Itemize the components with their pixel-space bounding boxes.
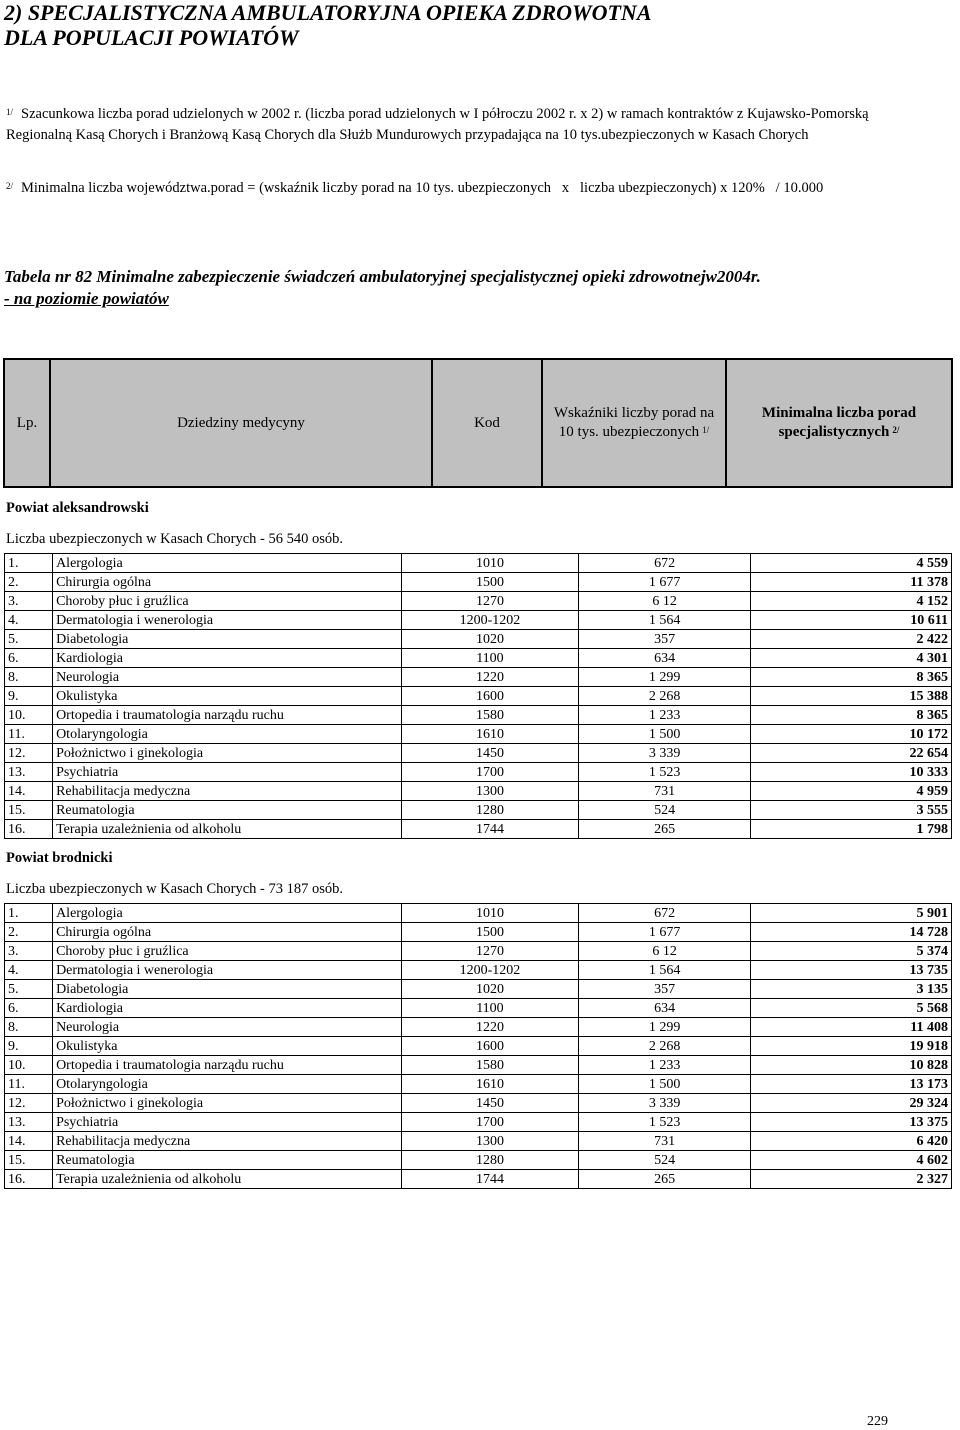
row-wskaznik: 672	[579, 554, 751, 573]
table-row	[5, 611, 952, 630]
row-name: Diabetologia	[53, 630, 402, 649]
row-minimalna: 2 327	[751, 1170, 952, 1189]
row-lp: 13.	[5, 763, 53, 782]
row-lp: 9.	[5, 687, 53, 706]
row-name: Chirurgia ogólna	[53, 923, 402, 942]
table-row	[5, 801, 952, 820]
table-row	[5, 942, 952, 961]
row-minimalna: 29 324	[751, 1094, 952, 1113]
row-kod: 1700	[401, 1113, 579, 1132]
table-row	[5, 668, 952, 687]
row-name: Dermatologia i wenerologia	[53, 961, 402, 980]
row-kod: 1200-1202	[401, 611, 579, 630]
row-wskaznik: 1 299	[579, 1018, 751, 1037]
row-kod: 1220	[401, 668, 579, 687]
row-minimalna: 5 374	[751, 942, 952, 961]
row-minimalna: 22 654	[751, 744, 952, 763]
table-row	[5, 782, 952, 801]
row-wskaznik: 1 677	[579, 923, 751, 942]
table-row	[5, 592, 952, 611]
row-minimalna: 2 422	[751, 630, 952, 649]
row-minimalna: 4 152	[751, 592, 952, 611]
row-minimalna: 4 559	[751, 554, 952, 573]
row-wskaznik: 1 677	[579, 573, 751, 592]
row-lp: 15.	[5, 801, 53, 820]
row-kod: 1610	[401, 725, 579, 744]
row-wskaznik: 1 523	[579, 763, 751, 782]
row-minimalna: 14 728	[751, 923, 952, 942]
row-kod: 1580	[401, 1056, 579, 1075]
row-kod: 1220	[401, 1018, 579, 1037]
row-wskaznik: 3 339	[579, 744, 751, 763]
row-wskaznik: 6 12	[579, 592, 751, 611]
section-title-line2: DLA POPULACJI POWIATÓW	[4, 25, 299, 50]
table-row	[5, 554, 952, 573]
row-wskaznik: 1 564	[579, 961, 751, 980]
row-kod: 1020	[401, 980, 579, 999]
table-row	[5, 1018, 952, 1037]
district-insured: Liczba ubezpieczonych w Kasach Chorych - 56 540 osób.	[6, 531, 344, 547]
row-minimalna: 10 611	[751, 611, 952, 630]
row-wskaznik: 3 339	[579, 1094, 751, 1113]
row-kod: 1280	[401, 801, 579, 820]
section-title	[4, 0, 944, 50]
row-wskaznik: 731	[579, 782, 751, 801]
table-row	[5, 706, 952, 725]
row-lp: 11.	[5, 725, 53, 744]
table-row	[5, 1037, 952, 1056]
row-name: Kardiologia	[53, 999, 402, 1018]
row-kod: 1744	[401, 1170, 579, 1189]
row-minimalna: 13 173	[751, 1075, 952, 1094]
row-lp: 5.	[5, 980, 53, 999]
row-minimalna: 8 365	[751, 668, 952, 687]
row-minimalna: 4 301	[751, 649, 952, 668]
row-minimalna: 6 420	[751, 1132, 952, 1151]
footnote-2-mark: 2/	[6, 181, 14, 191]
district-insured: Liczba ubezpieczonych w Kasach Chorych - 73 187 osób.	[6, 881, 344, 897]
row-name: Otolaryngologia	[53, 725, 402, 744]
row-wskaznik: 357	[579, 980, 751, 999]
row-lp: 9.	[5, 1037, 53, 1056]
row-lp: 16.	[5, 820, 53, 839]
row-lp: 1.	[5, 904, 53, 923]
header-wskazniki: Wskaźniki liczby porad na 10 tys. ubezpieczonych $^{1/}$	[543, 360, 727, 486]
table-row	[5, 1075, 952, 1094]
row-wskaznik: 1 500	[579, 1075, 751, 1094]
row-kod: 1300	[401, 782, 579, 801]
row-kod: 1500	[401, 923, 579, 942]
page-number: 229	[867, 1414, 888, 1429]
row-name: Rehabilitacja medyczna	[53, 1132, 402, 1151]
row-lp: 4.	[5, 611, 53, 630]
row-kod: 1200-1202	[401, 961, 579, 980]
row-wskaznik: 524	[579, 1151, 751, 1170]
row-lp: 12.	[5, 744, 53, 763]
table-row	[5, 1094, 952, 1113]
table-row	[5, 573, 952, 592]
row-minimalna: 13 735	[751, 961, 952, 980]
row-lp: 15.	[5, 1151, 53, 1170]
row-name: Ortopedia i traumatologia narządu ruchu	[53, 1056, 402, 1075]
row-wskaznik: 6 12	[579, 942, 751, 961]
header-minimalna: Minimalna liczba porad specjalistycznych $^{2/}$	[761, 405, 917, 440]
table-row	[5, 999, 952, 1018]
row-wskaznik: 731	[579, 1132, 751, 1151]
table-row	[5, 1151, 952, 1170]
row-kod: 1580	[401, 706, 579, 725]
row-lp: 11.	[5, 1075, 53, 1094]
row-kod: 1500	[401, 573, 579, 592]
row-minimalna: 3 135	[751, 980, 952, 999]
header-dziedziny: Dziedziny medycyny	[51, 360, 433, 486]
row-name: Diabetologia	[53, 980, 402, 999]
table-title-line2: - na poziomie powiatów	[4, 289, 169, 308]
row-name: Alergologia	[53, 554, 402, 573]
row-lp: 3.	[5, 592, 53, 611]
table-title	[4, 266, 944, 310]
row-name: Psychiatria	[53, 1113, 402, 1132]
row-minimalna: 15 388	[751, 687, 952, 706]
row-kod: 1270	[401, 942, 579, 961]
row-name: Reumatologia	[53, 801, 402, 820]
row-kod: 1010	[401, 554, 579, 573]
row-lp: 10.	[5, 1056, 53, 1075]
row-wskaznik: 357	[579, 630, 751, 649]
row-name: Otolaryngologia	[53, 1075, 402, 1094]
row-minimalna: 19 918	[751, 1037, 952, 1056]
row-minimalna: 11 378	[751, 573, 952, 592]
row-wskaznik: 1 500	[579, 725, 751, 744]
row-wskaznik: 634	[579, 649, 751, 668]
table-title-line1: Tabela nr 82 Minimalne zabezpieczenie świadczeń ambulatoryjnej specjalistycznej opieki zdrowotnejw2004r.	[4, 267, 761, 286]
table-row	[5, 980, 952, 999]
row-wskaznik: 265	[579, 1170, 751, 1189]
row-kod: 1610	[401, 1075, 579, 1094]
header-lp: Lp.	[5, 360, 51, 486]
table-row	[5, 961, 952, 980]
footnote-1-text: Szacunkowa liczba porad udzielonych w 2002 r. (liczba porad udzielonych w I półroczu 2002 r. x 2) w ramach kontraktów z Kujawsko-Pomorską Regionalną Kasą Chorych i Branżową Kasą Chorych dla Służb Mundurowych przypadająca na 10 tys.ubezpieczonych w Kasach Chorych	[6, 106, 869, 143]
table-row	[5, 687, 952, 706]
row-lp: 5.	[5, 630, 53, 649]
row-lp: 6.	[5, 649, 53, 668]
table-row	[5, 763, 952, 782]
row-lp: 3.	[5, 942, 53, 961]
row-lp: 8.	[5, 1018, 53, 1037]
row-wskaznik: 524	[579, 801, 751, 820]
row-wskaznik: 1 299	[579, 668, 751, 687]
row-minimalna: 11 408	[751, 1018, 952, 1037]
table-row	[5, 1056, 952, 1075]
row-kod: 1280	[401, 1151, 579, 1170]
row-wskaznik: 1 523	[579, 1113, 751, 1132]
row-name: Kardiologia	[53, 649, 402, 668]
row-lp: 2.	[5, 923, 53, 942]
row-name: Alergologia	[53, 904, 402, 923]
table-row	[5, 923, 952, 942]
row-lp: 14.	[5, 1132, 53, 1151]
footnote-2	[6, 178, 946, 198]
row-name: Położnictwo i ginekologia	[53, 1094, 402, 1113]
row-minimalna: 3 555	[751, 801, 952, 820]
row-kod: 1270	[401, 592, 579, 611]
row-name: Okulistyka	[53, 1037, 402, 1056]
table-row	[5, 1132, 952, 1151]
row-minimalna: 10 172	[751, 725, 952, 744]
table-row	[5, 904, 952, 923]
row-lp: 13.	[5, 1113, 53, 1132]
row-kod: 1010	[401, 904, 579, 923]
row-lp: 10.	[5, 706, 53, 725]
district-table	[4, 903, 952, 1189]
row-kod: 1100	[401, 999, 579, 1018]
row-wskaznik: 634	[579, 999, 751, 1018]
row-minimalna: 4 959	[751, 782, 952, 801]
row-wskaznik: 1 233	[579, 706, 751, 725]
row-name: Choroby płuc i gruźlica	[53, 592, 402, 611]
row-name: Okulistyka	[53, 687, 402, 706]
table-header	[3, 358, 953, 488]
row-minimalna: 13 375	[751, 1113, 952, 1132]
row-lp: 2.	[5, 573, 53, 592]
row-name: Neurologia	[53, 1018, 402, 1037]
row-lp: 16.	[5, 1170, 53, 1189]
row-name: Reumatologia	[53, 1151, 402, 1170]
row-wskaznik: 672	[579, 904, 751, 923]
row-name: Psychiatria	[53, 763, 402, 782]
row-wskaznik: 2 268	[579, 687, 751, 706]
row-minimalna: 5 901	[751, 904, 952, 923]
section-title-line1: 2) SPECJALISTYCZNA AMBULATORYJNA OPIEKA ZDROWOTNA	[4, 0, 652, 25]
table-row	[5, 820, 952, 839]
row-name: Dermatologia i wenerologia	[53, 611, 402, 630]
footnote-1	[6, 104, 931, 146]
row-kod: 1600	[401, 687, 579, 706]
district-name: Powiat brodnicki	[6, 850, 113, 866]
row-kod: 1600	[401, 1037, 579, 1056]
row-lp: 12.	[5, 1094, 53, 1113]
row-lp: 14.	[5, 782, 53, 801]
row-wskaznik: 1 233	[579, 1056, 751, 1075]
row-kod: 1300	[401, 1132, 579, 1151]
row-lp: 8.	[5, 668, 53, 687]
row-wskaznik: 265	[579, 820, 751, 839]
row-lp: 1.	[5, 554, 53, 573]
row-name: Położnictwo i ginekologia	[53, 744, 402, 763]
row-minimalna: 4 602	[751, 1151, 952, 1170]
row-minimalna: 10 828	[751, 1056, 952, 1075]
footnote-2-text: Minimalna liczba województwa.porad = (wskaźnik liczby porad na 10 tys. ubezpieczonych x liczba ubezpieczonych) x 120% / 10.000	[21, 180, 824, 196]
row-lp: 4.	[5, 961, 53, 980]
table-row	[5, 1170, 952, 1189]
district-name: Powiat aleksandrowski	[6, 500, 149, 516]
row-lp: 6.	[5, 999, 53, 1018]
row-name: Rehabilitacja medyczna	[53, 782, 402, 801]
row-minimalna: 8 365	[751, 706, 952, 725]
table-row	[5, 630, 952, 649]
row-kod: 1450	[401, 744, 579, 763]
row-kod: 1450	[401, 1094, 579, 1113]
table-row	[5, 744, 952, 763]
footnote-1-mark: 1/	[6, 107, 14, 117]
row-minimalna: 5 568	[751, 999, 952, 1018]
table-row	[5, 725, 952, 744]
row-kod: 1700	[401, 763, 579, 782]
row-name: Choroby płuc i gruźlica	[53, 942, 402, 961]
district-table	[4, 553, 952, 839]
row-name: Neurologia	[53, 668, 402, 687]
table-row	[5, 1113, 952, 1132]
row-wskaznik: 2 268	[579, 1037, 751, 1056]
row-kod: 1020	[401, 630, 579, 649]
row-name: Terapia uzależnienia od alkoholu	[53, 1170, 402, 1189]
row-kod: 1744	[401, 820, 579, 839]
row-minimalna: 1 798	[751, 820, 952, 839]
row-name: Chirurgia ogólna	[53, 573, 402, 592]
row-wskaznik: 1 564	[579, 611, 751, 630]
row-name: Ortopedia i traumatologia narządu ruchu	[53, 706, 402, 725]
row-name: Terapia uzależnienia od alkoholu	[53, 820, 402, 839]
row-kod: 1100	[401, 649, 579, 668]
header-kod: Kod	[433, 360, 543, 486]
row-minimalna: 10 333	[751, 763, 952, 782]
table-row	[5, 649, 952, 668]
